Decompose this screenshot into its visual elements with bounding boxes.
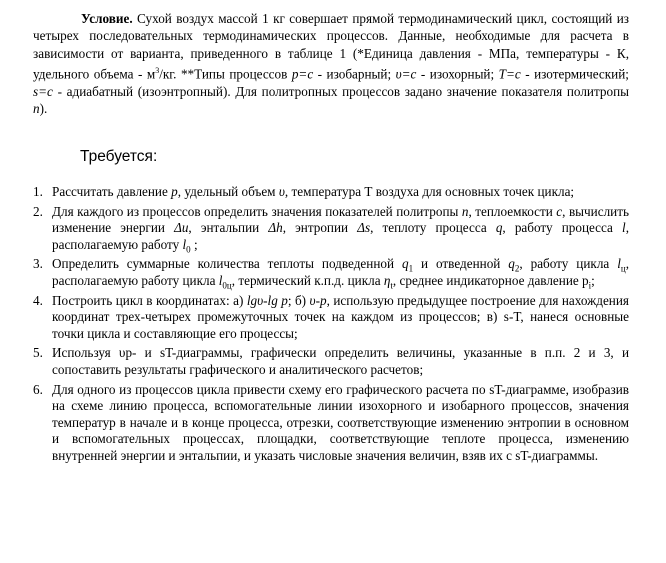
condition-text-4: - изохорный;	[416, 66, 499, 82]
task-text: Определить суммарные количества теплоты подведенной	[52, 256, 402, 272]
task-text: , работу процесса	[502, 220, 623, 236]
task-number: 5.	[33, 345, 43, 361]
task-text: , располагаемую работу	[52, 220, 629, 252]
condition-text-1: Сухой воздух массой 1 кг совершает прямой термодинамический цикл, состоящий из четырех последовательных термодинамических процессов. Данные, необходимые для расчета в зависимости от варианта, приведенного в таблице 1 (*Единица давления - МПа, температуры - К, удельного объема - м	[33, 11, 629, 82]
task-item	[33, 382, 629, 465]
task-var: η	[383, 272, 391, 288]
task-text: Для каждого из процессов определить значения показателей политропы	[52, 203, 462, 219]
task-var: c	[556, 203, 563, 219]
task-text: , термический к.п.д. цикла	[231, 272, 384, 288]
task-var: n	[461, 203, 469, 219]
task-subscript: 0ц	[222, 280, 232, 291]
condition-text-2: /кг. **Типы процессов	[159, 66, 292, 82]
task-text: , работу цикла	[519, 256, 618, 272]
condition-var-tc: T=c	[498, 66, 521, 82]
task-item	[33, 256, 629, 289]
task-subscript: ц	[620, 264, 626, 275]
task-text: , температура Т воздуха для основных точек цикла;	[284, 184, 575, 199]
task-text: и отведенной	[413, 256, 509, 272]
task-var: p	[171, 184, 178, 199]
task-var: l	[617, 256, 621, 272]
condition-paragraph	[33, 10, 629, 117]
task-number: 2.	[33, 203, 43, 219]
section-title: Требуется:	[80, 148, 158, 165]
task-var: Δs	[357, 220, 371, 236]
task-text: , теплоту процесса	[370, 220, 496, 236]
condition-sup: 3	[155, 65, 160, 75]
task-text: , вычислить изменение энергии	[52, 203, 629, 236]
condition-text-6: - адиабатный (изоэнтропный). Для политропных процессов задано значение показателя политропы	[52, 83, 629, 99]
condition-var-sc: s=c	[33, 83, 53, 99]
task-list	[33, 184, 629, 468]
task-item	[33, 204, 629, 254]
task-var: υ-p	[309, 292, 327, 308]
task-text: ; б)	[287, 292, 310, 308]
task-subscript: 1	[408, 264, 414, 275]
condition-text-5: - изотермический;	[520, 66, 629, 82]
task-subscript: 0	[186, 244, 191, 255]
task-text: , использую предыдущее построение для нахождения координат трех-четырех промежуточных точек на каждом из процессов; в) s-T, нанеся основные точки цикла и составляющие его процессы;	[52, 292, 629, 341]
task-var: υ	[278, 184, 285, 199]
task-var: q	[508, 256, 515, 272]
task-number: 4.	[33, 292, 43, 308]
task-item	[33, 293, 629, 343]
task-text: Рассчитать давление	[52, 184, 172, 199]
task-text: , среднее индикаторное давление p	[392, 272, 589, 288]
condition-var-pc: p=c	[291, 66, 314, 82]
task-subscript: 2	[514, 264, 520, 275]
task-text: Используя υp- и sT-диаграммы, графически определить величины, указанные в п.п. 2 и 3, и сопоставить результаты графического и аналитического расчетов;	[52, 345, 629, 377]
condition-text-7: ).	[39, 100, 48, 116]
task-text: Для одного из процессов цикла привести схему его графического расчета по sT-диаграмме, изобразив на схеме линию процесса, вспомогательные линии изохорного и изобарного процессов, значения температур в начале и в конце процесса, отрезки, соответствующие изменению энтропии в основном и вспомогательных процессах, площадки, соответствующие теплоте процесса, изменению внутренней энергии и энтальпии, и указать числовые значения величин, взяв их с sT-диаграммы.	[52, 381, 629, 463]
condition-var-vc: υ=c	[395, 66, 417, 82]
task-text: , располагаемую работу цикла	[52, 256, 629, 288]
task-text: , теплоемкости	[468, 203, 557, 219]
task-text: , энтропии	[282, 220, 358, 236]
task-var: lgυ-lg p	[246, 292, 288, 308]
task-text: ;	[591, 272, 595, 288]
task-var: l	[218, 272, 223, 288]
task-subscript: t	[390, 280, 393, 291]
task-item	[33, 345, 629, 378]
task-text: , энтальпии	[188, 220, 269, 236]
task-number: 1.	[33, 184, 43, 199]
task-var: q	[495, 220, 503, 236]
condition-var-n: n	[33, 100, 40, 116]
task-number: 3.	[33, 256, 43, 272]
condition-text-3: - изобарный;	[313, 66, 396, 82]
task-var: q	[401, 256, 409, 272]
task-item	[33, 184, 629, 201]
task-var: l	[182, 236, 187, 252]
task-text: Построить цикл в координатах: а)	[52, 292, 247, 308]
task-text: , удельный объем	[177, 184, 279, 199]
condition-label: Условие.	[81, 11, 133, 26]
task-var: Δu	[174, 220, 189, 236]
task-text: ;	[190, 236, 198, 252]
task-var: Δh	[268, 220, 283, 236]
task-number: 6.	[33, 381, 43, 397]
task-subscript: i	[588, 280, 592, 291]
task-var: l	[622, 220, 626, 236]
